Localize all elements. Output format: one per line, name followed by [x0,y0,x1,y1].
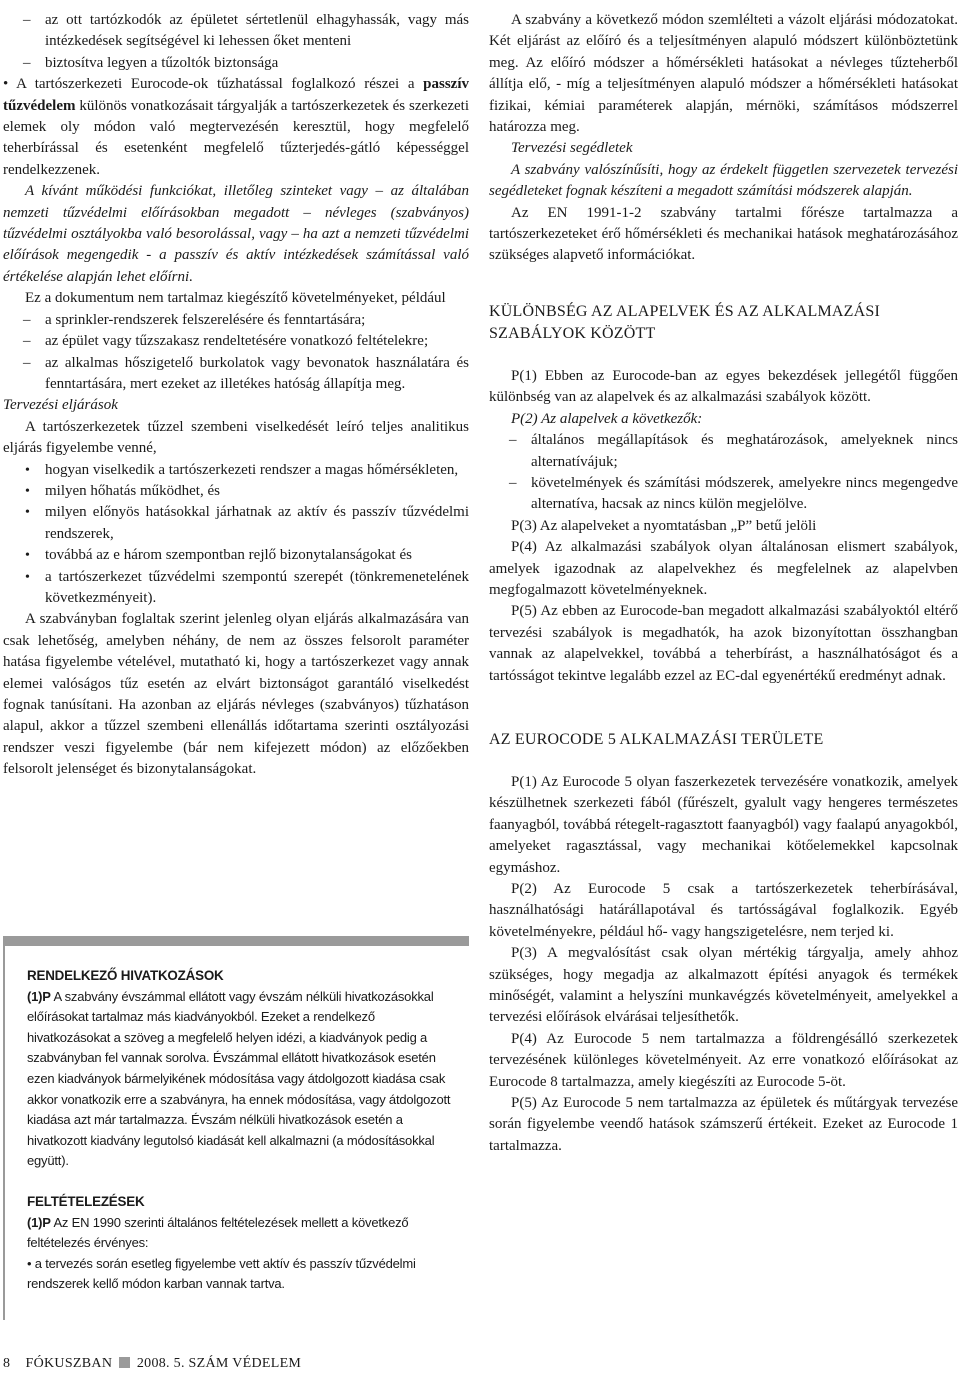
list-item: – követelmények és számítási módszerek, amelyekre nincs megengedve alternatíva, hacsak az nincs külön megjelölve. [509,474,958,513]
paragraph: P(2) Az Eurocode 5 csak a tartószerkezetek teherbírásával, használhatósági határállapotával és tartósságával foglalkozik. Egyéb követelményekre, például hő- vagy hangszigetelésre, nem terjed ki. [489,881,958,940]
box-paragraph: (1)P A szabvány évszámmal ellátott vagy évszám nélküli hivatkozásokkal előírásokat tartalmaz más kiadványokból. Ezeket a rendelkező hivatkozásokat a szöveg a megfelelő helyen idézi, a kiadványok pedig a szabványban fel vannak sorolva. Évszámmal ellátott hivatkozások esetén ezen kiadványok bármelyikének módosítása vagy átdolgozott kiadása csak akkor vonatkozik erre a szabványra, ha ennek módosítása, vagy átdolgozott kiadása azt már tartalmazza. Évszám nélküli hivatkozások esetén a hivatkozott kiadvány legutolsó kiadását kell alkalmazni (a módosításokkal együtt). [27,988,451,1169]
list-item: – biztosítva legyen a tűzoltók biztonsága [3,53,469,74]
list-item: – a sprinkler-rendszerek felszerelésére és fenntartására; [3,310,469,331]
references-box-content [27,966,455,1295]
box-paragraph: • a tervezés során esetleg figyelembe vett aktív és passzív tűzvédelmi rendszerek kellő módon karban vannak tartva. [27,1255,416,1292]
box-title: RENDELKEZŐ HIVATKOZÁSOK [27,968,224,983]
list-item: – az alkalmas hőszigetelő burkolatok vagy bevonatok használatára és fenntartására, mert ezeket az illetékes hatóság állapítja meg. [23,354,469,392]
paragraph: P(1) Az Eurocode 5 olyan faszerkezetek tervezésére vonatkozik, amelyek készülhetnek szerkezeti fából (fűrészelt, gyalult vagy hengeres természetes faanyagból, továbbá rétegelt-ragasztott faanyagból) vagy faalapú anyagokból, amelyeket ragasztással, vagy mechanikai kötőelemekkel kapcsolnak egymáshoz. [489,773,958,876]
list-item: • milyen előnyös hatásokkal járhatnak az aktív és passzív tűzvédelmi rendszerek, [25,504,469,542]
right-column [489,10,958,1157]
bullet-marker: • [25,505,30,521]
box-spacer [27,1172,455,1192]
paragraph: A szabvány a következő módon szemlélteti a vázolt eljárási módozatokat. Két eljárást az előíró és a teljesítményen alapuló módszert különböztetünk meg. Az előíró módszer a hőmérsékleti hatásokat a névleges tűzteherből állítja elő, - míg a teljesítményen alapuló módszer a hőmérsékleti hatásokat fizikai, kémiai paraméterek alapján, mérnöki, számításos módszerrel határozza meg. [489,12,958,136]
bullet-marker: • [25,548,30,564]
subheading: Tervezési eljárások [3,397,118,414]
italic-paragraph: P(2) Az alapelvek a következők: [511,410,703,427]
spacer [489,687,958,729]
left-column [3,10,469,781]
dash-marker: – [23,354,31,371]
box-top-rule [5,936,469,946]
paragraph: P(4) Az alkalmazási szabályok olyan általánosan elismert szabályok, amelyek igazodnak az alapelvekhez és megfelelnek az alapelvben megfogalmazott követelményeknek. [489,539,958,598]
list-item: – általános megállapítások és meghatározások, amelyeknek nincs alternatívájuk; [509,432,958,470]
dash-marker: – [23,54,31,71]
journal-name: FÓKUSZBAN [25,1356,113,1371]
dash-marker: – [23,333,31,350]
dash-marker: – [23,311,31,328]
spacer [489,267,958,301]
box-title: FELTÉTELEZÉSEK [27,1193,145,1209]
emphasis: passzív tűzvédelem [3,76,469,114]
paragraph: P(1) Ebben az Eurocode-ban az egyes bekezdések jellegétől függően különbség van az alapelvek és az alkalmazási szabályok között. [489,367,958,406]
box-paragraph: (1)P Az EN 1990 szerinti általános feltételezések mellett a következő feltételezés érvényes: [27,1214,409,1251]
section-heading: KÜLÖNBSÉG AZ ALAPELVEK ÉS AZ ALKALMAZÁSI SZABÁLYOK KÖZÖTT [489,302,880,342]
square-separator-icon [119,1357,130,1368]
paragraph: P(4) Az Eurocode 5 nem tartalmazza a földrengésálló szerkezetek tervezésének különleges követelményeit. Az erre vonatkozó előírásokat az Eurocode 8 tartalmazza, amely kiegészíti az Eurocode 5-öt. [489,1030,958,1090]
dash-marker: – [509,432,517,449]
paragraph: P(3) A megvalósítást csak olyan mértékig tárgyalja, amely ahhoz szükséges, hogy megadja az alkalmazott építési anyagok és termékek minőségét, valamint a helyszíni munkavégzés követelményeit, amelyekkel a tervezési előírások elvárásai teljesíthetők. [489,945,958,1026]
paragraph: • A tartószerkezeti Eurocode-ok tűzhatással foglalkozó részei a passzív tűzvédelem különös vonatkozásait tárgyalják a tartószerkezetek és szerkezeti elemek oly módon való megtervezésén keresztül, hogy megfelelő teherbírással és esetenként megfelelő tűzterjedés-gátló képességgel rendelkezzenek. [3,76,469,178]
italic-paragraph: A kívánt működési funkciókat, illetőleg szinteket vagy – az általában nemzeti tűzvédelmi előírásokban megadott – névleges (szabványos) tűzvédelmi osztályokba való besorolással, vagy – ha azt a nemzeti tűzvédelmi előírások megengedik - a passzív és aktív intézkedések számítással való értékelése alapján lehet előírni. [3,183,469,285]
list-item: • hogyan viselkedik a tartószerkezeti rendszer a magas hőmérsékleten, [3,460,469,481]
list-item: • a tartószerkezet tűzvédelmi szempontú szerepét (tönkremenetelének következményeit). [25,568,469,606]
paragraph: P(3) Az alapelveket a nyomtatásban „P” betű jelöli [511,517,817,534]
subheading: Tervezési segédletek [511,140,633,157]
dash-marker: – [509,474,517,491]
paragraph: Ez a dokumentum nem tartalmaz kiegészítő követelményeket, például [25,290,446,307]
spacer [489,345,958,366]
dash-marker: – [23,12,31,28]
references-box [3,936,469,1320]
bullet-marker: • [25,462,30,478]
list-item: • milyen hőhatás működhet, és [3,481,469,502]
paragraph: A szabványban foglaltak szerint jelenleg olyan eljárás alkalmazására van csak lehetőség, amelyben néhány, de nem az összes felsorolt paraméter hatása figyelembe vételével, mutatható ki, hogy a tartószerkezet vagy annak elemei valóságos tűz esetén az elvárt biztonságot garantáló viselkedést fognak tanúsítani. Ha azonban az eljárás névleges (szabványos) tűzhatáson alapul, akkor a tűzzel szembeni ellenállás időtartama szerinti osztályozási rendszer veszi figyelembe (bár nem kifejezett módon) az előzőekben felsorolt jelenséget és bizonytalanságokat. [3,611,469,778]
issue-label: 2008. 5. SZÁM VÉDELEM [136,1356,302,1371]
paragraph: A tartószerkezetek tűzzel szembeni viselkedését leíró teljes analitikus eljárás figyelembe venné, [3,418,469,457]
bullet-marker: • [25,483,30,499]
italic-paragraph: A szabvány valószínűsíti, hogy az érdekelt független szervezetek tervezési segédleteket fognak készíteni a megadott számítási módszerek alapján. [489,161,958,200]
paragraph: P(5) Az Eurocode 5 nem tartalmazza az épületek és műtárgyak tervezése során figyelembe veendő hatások számszerű értékeit. Ezeket az Eurocode 1 tartalmazza. [489,1095,958,1154]
list-item: – az ott tartózkodók az épületet sértetlenül elhagyhassák, vagy más intézkedések segítségével ki lehessen őket menteni [23,12,469,50]
section-heading: AZ EUROCODE 5 ALKALMAZÁSI TERÜLETE [489,730,824,748]
spacer [489,751,958,772]
paragraph: P(5) Az ebben az Eurocode-ban megadott alkalmazási szabályoktól eltérő tervezési szabályok is megadhatók, ha azok bizonyítottan összhangban vannak az alapelvekkel, továbbá a teherbírást, a használhatóságot és a tartósságot tekintve legalább ezzel az EC-dal egyenértékű eredményt adnak. [489,603,958,684]
list-item: – az épület vagy tűzszakasz rendeltetésére vonatkozó feltételekre; [3,331,469,352]
list-item: • továbbá az e három szempontban rejlő bizonytalanságokat és [3,545,469,566]
paragraph: Az EN 1991-1-2 szabvány tartalmi főrésze tartalmazza a tartószerkezeteket érő hőmérsékleti és mechanikai hatások meghatározásához szükséges alapvető információkat. [489,204,958,264]
page-number: 8 [3,1356,11,1371]
bullet-marker: • [25,569,30,585]
page-footer [3,1356,301,1372]
